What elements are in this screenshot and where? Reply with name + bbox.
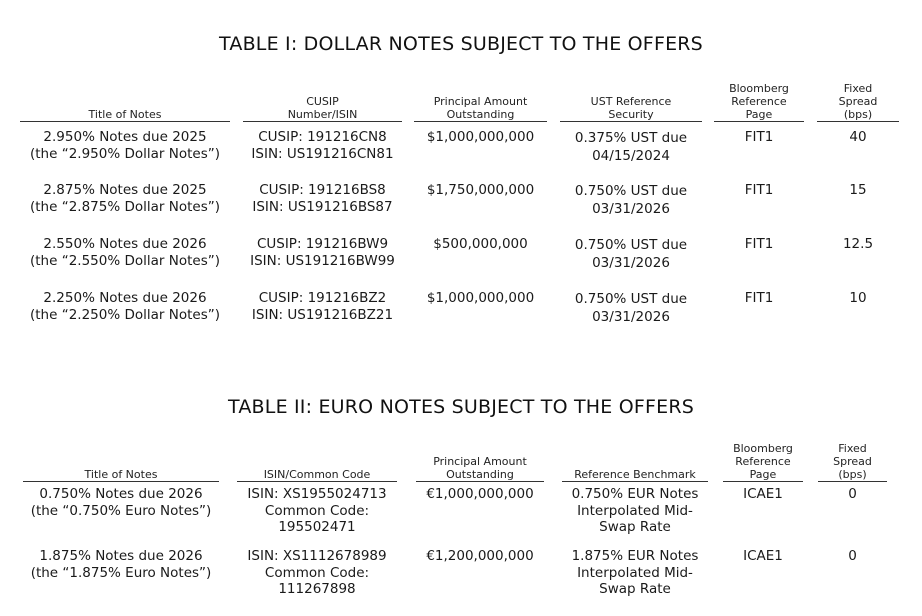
- t1-row-principal: $500,000,000: [433, 236, 528, 252]
- t2-row-principal: €1,000,000,000: [426, 486, 534, 502]
- t1-row-cusip: CUSIP: 191216BZ2 ISIN: US191216BZ21: [251, 290, 394, 323]
- t1-header-bloomberg: Bloomberg Reference Page: [714, 80, 804, 122]
- t1-row-bloomberg: FIT1: [744, 129, 774, 145]
- t2-row-bloomberg: ICAE1: [743, 486, 783, 502]
- t2-header-isin: ISIN/Common Code: [237, 440, 397, 482]
- t2-header-title: Title of Notes: [23, 440, 219, 482]
- t1-header-spread: Fixed Spread (bps): [817, 80, 899, 122]
- t2-row-spread: 0: [848, 548, 857, 564]
- t2-row-bloomberg: ICAE1: [743, 548, 783, 564]
- t1-header-cusip: CUSIP Number/ISIN: [243, 80, 402, 122]
- t2-header-bloomberg: Bloomberg Reference Page: [723, 440, 803, 482]
- table1-title: TABLE I: DOLLAR NOTES SUBJECT TO THE OFFERS: [219, 33, 703, 55]
- t2-row-isin: ISIN: XS1112678989 Common Code: 111267898: [247, 548, 387, 597]
- t1-row-title: 2.875% Notes due 2025 (the “2.875% Dollar Notes”): [30, 182, 220, 215]
- t1-row-reference: 0.750% UST due 03/31/2026: [574, 291, 688, 325]
- t1-row-bloomberg: FIT1: [744, 290, 774, 306]
- t1-row-reference: 0.375% UST due 04/15/2024: [574, 130, 688, 164]
- t1-row-principal: $1,000,000,000: [426, 290, 535, 306]
- t2-row-principal: €1,200,000,000: [426, 548, 534, 564]
- t1-row-title: 2.950% Notes due 2025 (the “2.950% Dollar Notes”): [30, 129, 220, 162]
- t1-row-title: 2.550% Notes due 2026 (the “2.550% Dollar Notes”): [30, 236, 220, 269]
- t1-row-reference: 0.750% UST due 03/31/2026: [574, 237, 688, 271]
- t2-row-reference: 1.875% EUR Notes Interpolated Mid- Swap Rate: [571, 548, 699, 597]
- t1-row-title: 2.250% Notes due 2026 (the “2.250% Dollar Notes”): [30, 290, 220, 323]
- t2-row-title: 1.875% Notes due 2026 (the “1.875% Euro Notes”): [30, 548, 212, 581]
- t1-row-principal: $1,750,000,000: [426, 182, 535, 198]
- t1-row-bloomberg: FIT1: [744, 182, 774, 198]
- t1-row-cusip: CUSIP: 191216BW9 ISIN: US191216BW99: [250, 236, 395, 269]
- t1-row-spread: 12.5: [842, 236, 874, 252]
- t1-row-spread: 40: [849, 129, 867, 145]
- t2-row-isin: ISIN: XS1955024713 Common Code: 195502471: [247, 486, 387, 535]
- t1-header-principal: Principal Amount Outstanding: [414, 80, 547, 122]
- t2-header-spread: Fixed Spread (bps): [818, 440, 887, 482]
- t2-header-reference: Reference Benchmark: [562, 440, 708, 482]
- t1-row-bloomberg: FIT1: [744, 236, 774, 252]
- t2-row-reference: 0.750% EUR Notes Interpolated Mid- Swap Rate: [571, 486, 699, 535]
- t1-row-cusip: CUSIP: 191216BS8 ISIN: US191216BS87: [252, 182, 393, 215]
- t2-row-title: 0.750% Notes due 2026 (the “0.750% Euro Notes”): [30, 486, 212, 519]
- t1-row-spread: 15: [849, 182, 867, 198]
- t1-row-spread: 10: [849, 290, 867, 306]
- t2-header-principal: Principal Amount Outstanding: [416, 440, 544, 482]
- table2-title: TABLE II: EURO NOTES SUBJECT TO THE OFFERS: [228, 396, 694, 418]
- t1-header-title: Title of Notes: [20, 80, 230, 122]
- t1-row-reference: 0.750% UST due 03/31/2026: [574, 183, 688, 217]
- t1-header-reference: UST Reference Security: [560, 80, 702, 122]
- t1-row-cusip: CUSIP: 191216CN8 ISIN: US191216CN81: [251, 129, 394, 162]
- t1-row-principal: $1,000,000,000: [426, 129, 535, 145]
- t2-row-spread: 0: [848, 486, 857, 502]
